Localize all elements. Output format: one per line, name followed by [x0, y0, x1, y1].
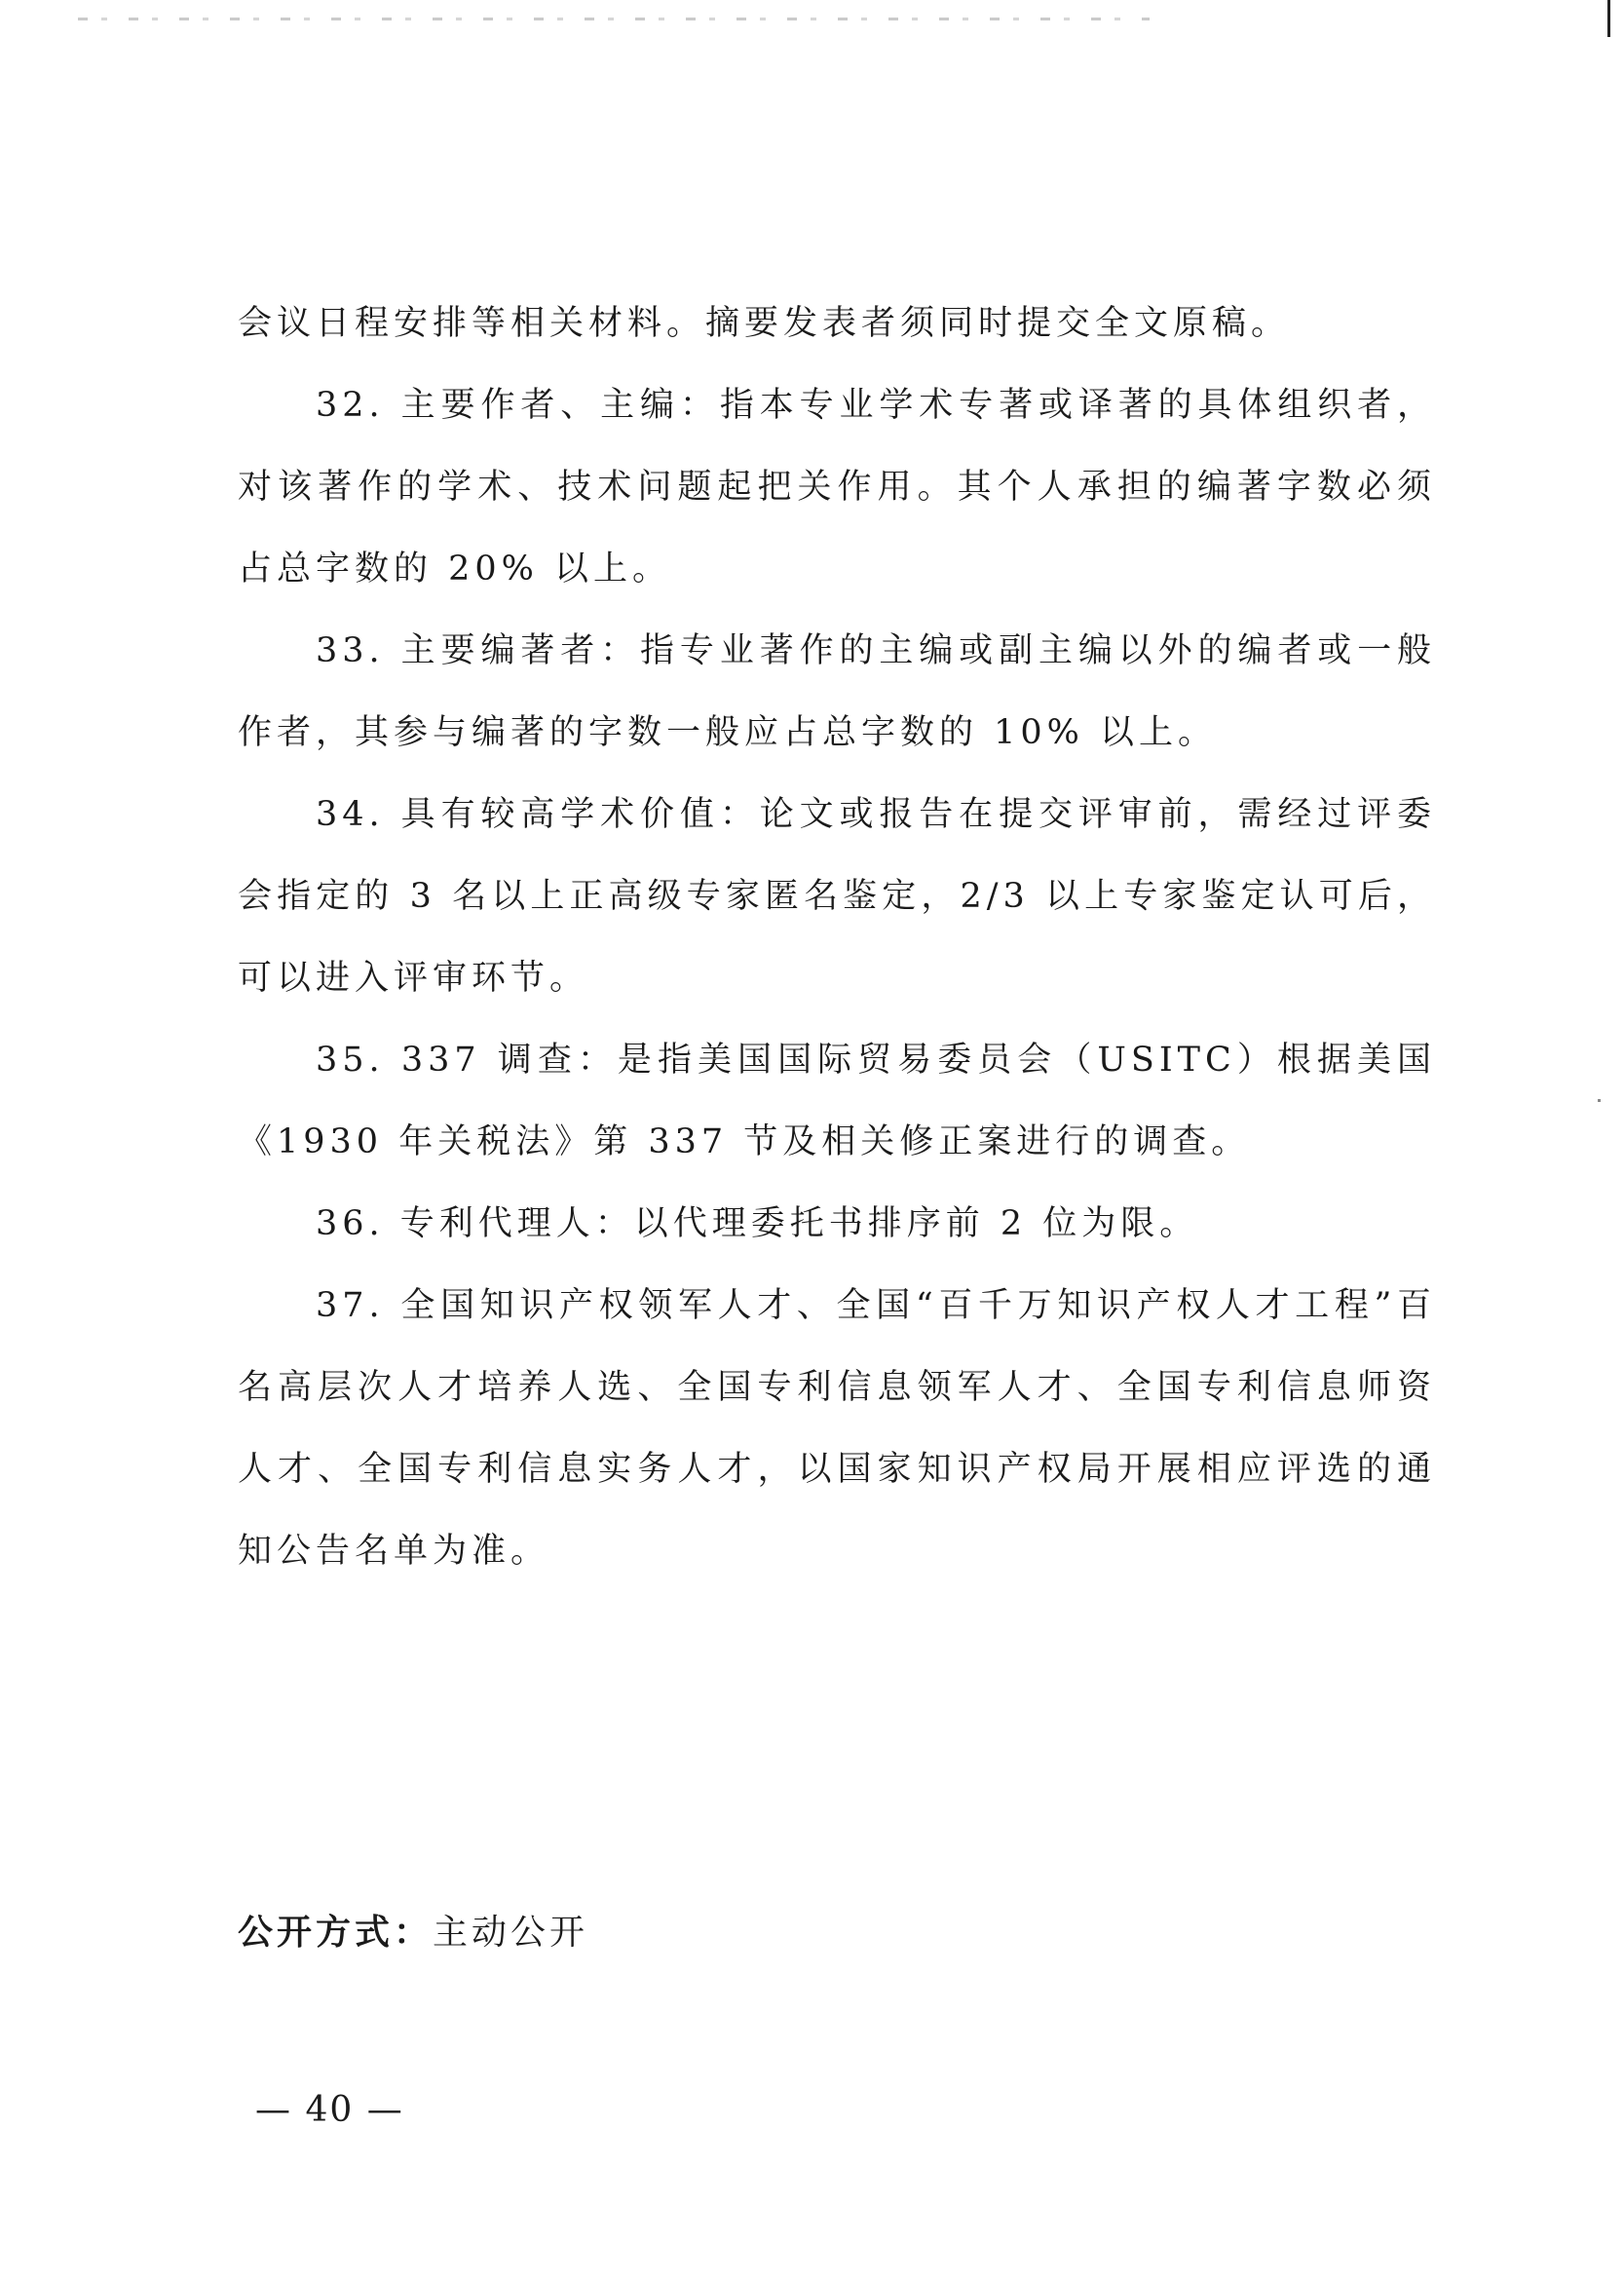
paragraph-32: 32. 主要作者、主编：指本专业学术专著或译著的具体组织者，对该著作的学术、技术问题起把关作用。其个人承担的编著字数必须占总字数的 20% 以上。	[238, 386, 1436, 589]
paragraph-36: 36. 专利代理人：以代理委托书排序前 2 位为限。	[316, 1204, 1199, 1243]
paragraph-continuation: 会议日程安排等相关材料。摘要发表者须同时提交全文原稿。	[238, 304, 1291, 343]
paragraph-33: 33. 主要编著者：指专业著作的主编或副主编以外的编者或一般作者，其参与编著的字数一般应占总字数的 10% 以上。	[238, 631, 1436, 752]
disclosure-label: 公开方式：	[238, 1913, 434, 1953]
scan-artifact-right	[1607, 0, 1610, 37]
paragraph-35: 35. 337 调查：是指美国国际贸易委员会（USITC）根据美国《1930 年关税法》第 337 节及相关修正案进行的调查。	[238, 1041, 1436, 1161]
paragraph-34: 34. 具有较高学术价值：论文或报告在提交评审前，需经过评委会指定的 3 名以上正高级专家匿名鉴定，2/3 以上专家鉴定认可后，可以进入评审环节。	[238, 795, 1436, 998]
scan-artifact-top	[78, 18, 1150, 20]
disclosure-value: 主动公开	[433, 1913, 589, 1953]
page-number: — 40 —	[255, 2090, 404, 2130]
scan-artifact-dot	[1598, 1099, 1601, 1102]
disclosure-method	[238, 1905, 588, 1955]
paragraph-37: 37. 全国知识产权领军人才、全国“百千万知识产权人才工程”百名高层次人才培养人选、全国专利信息领军人才、全国专利信息师资人才、全国专利信息实务人才，以国家知识产权局开展相应评选的通知公告名单为准。	[238, 1286, 1436, 1571]
document-body	[238, 283, 1436, 1592]
